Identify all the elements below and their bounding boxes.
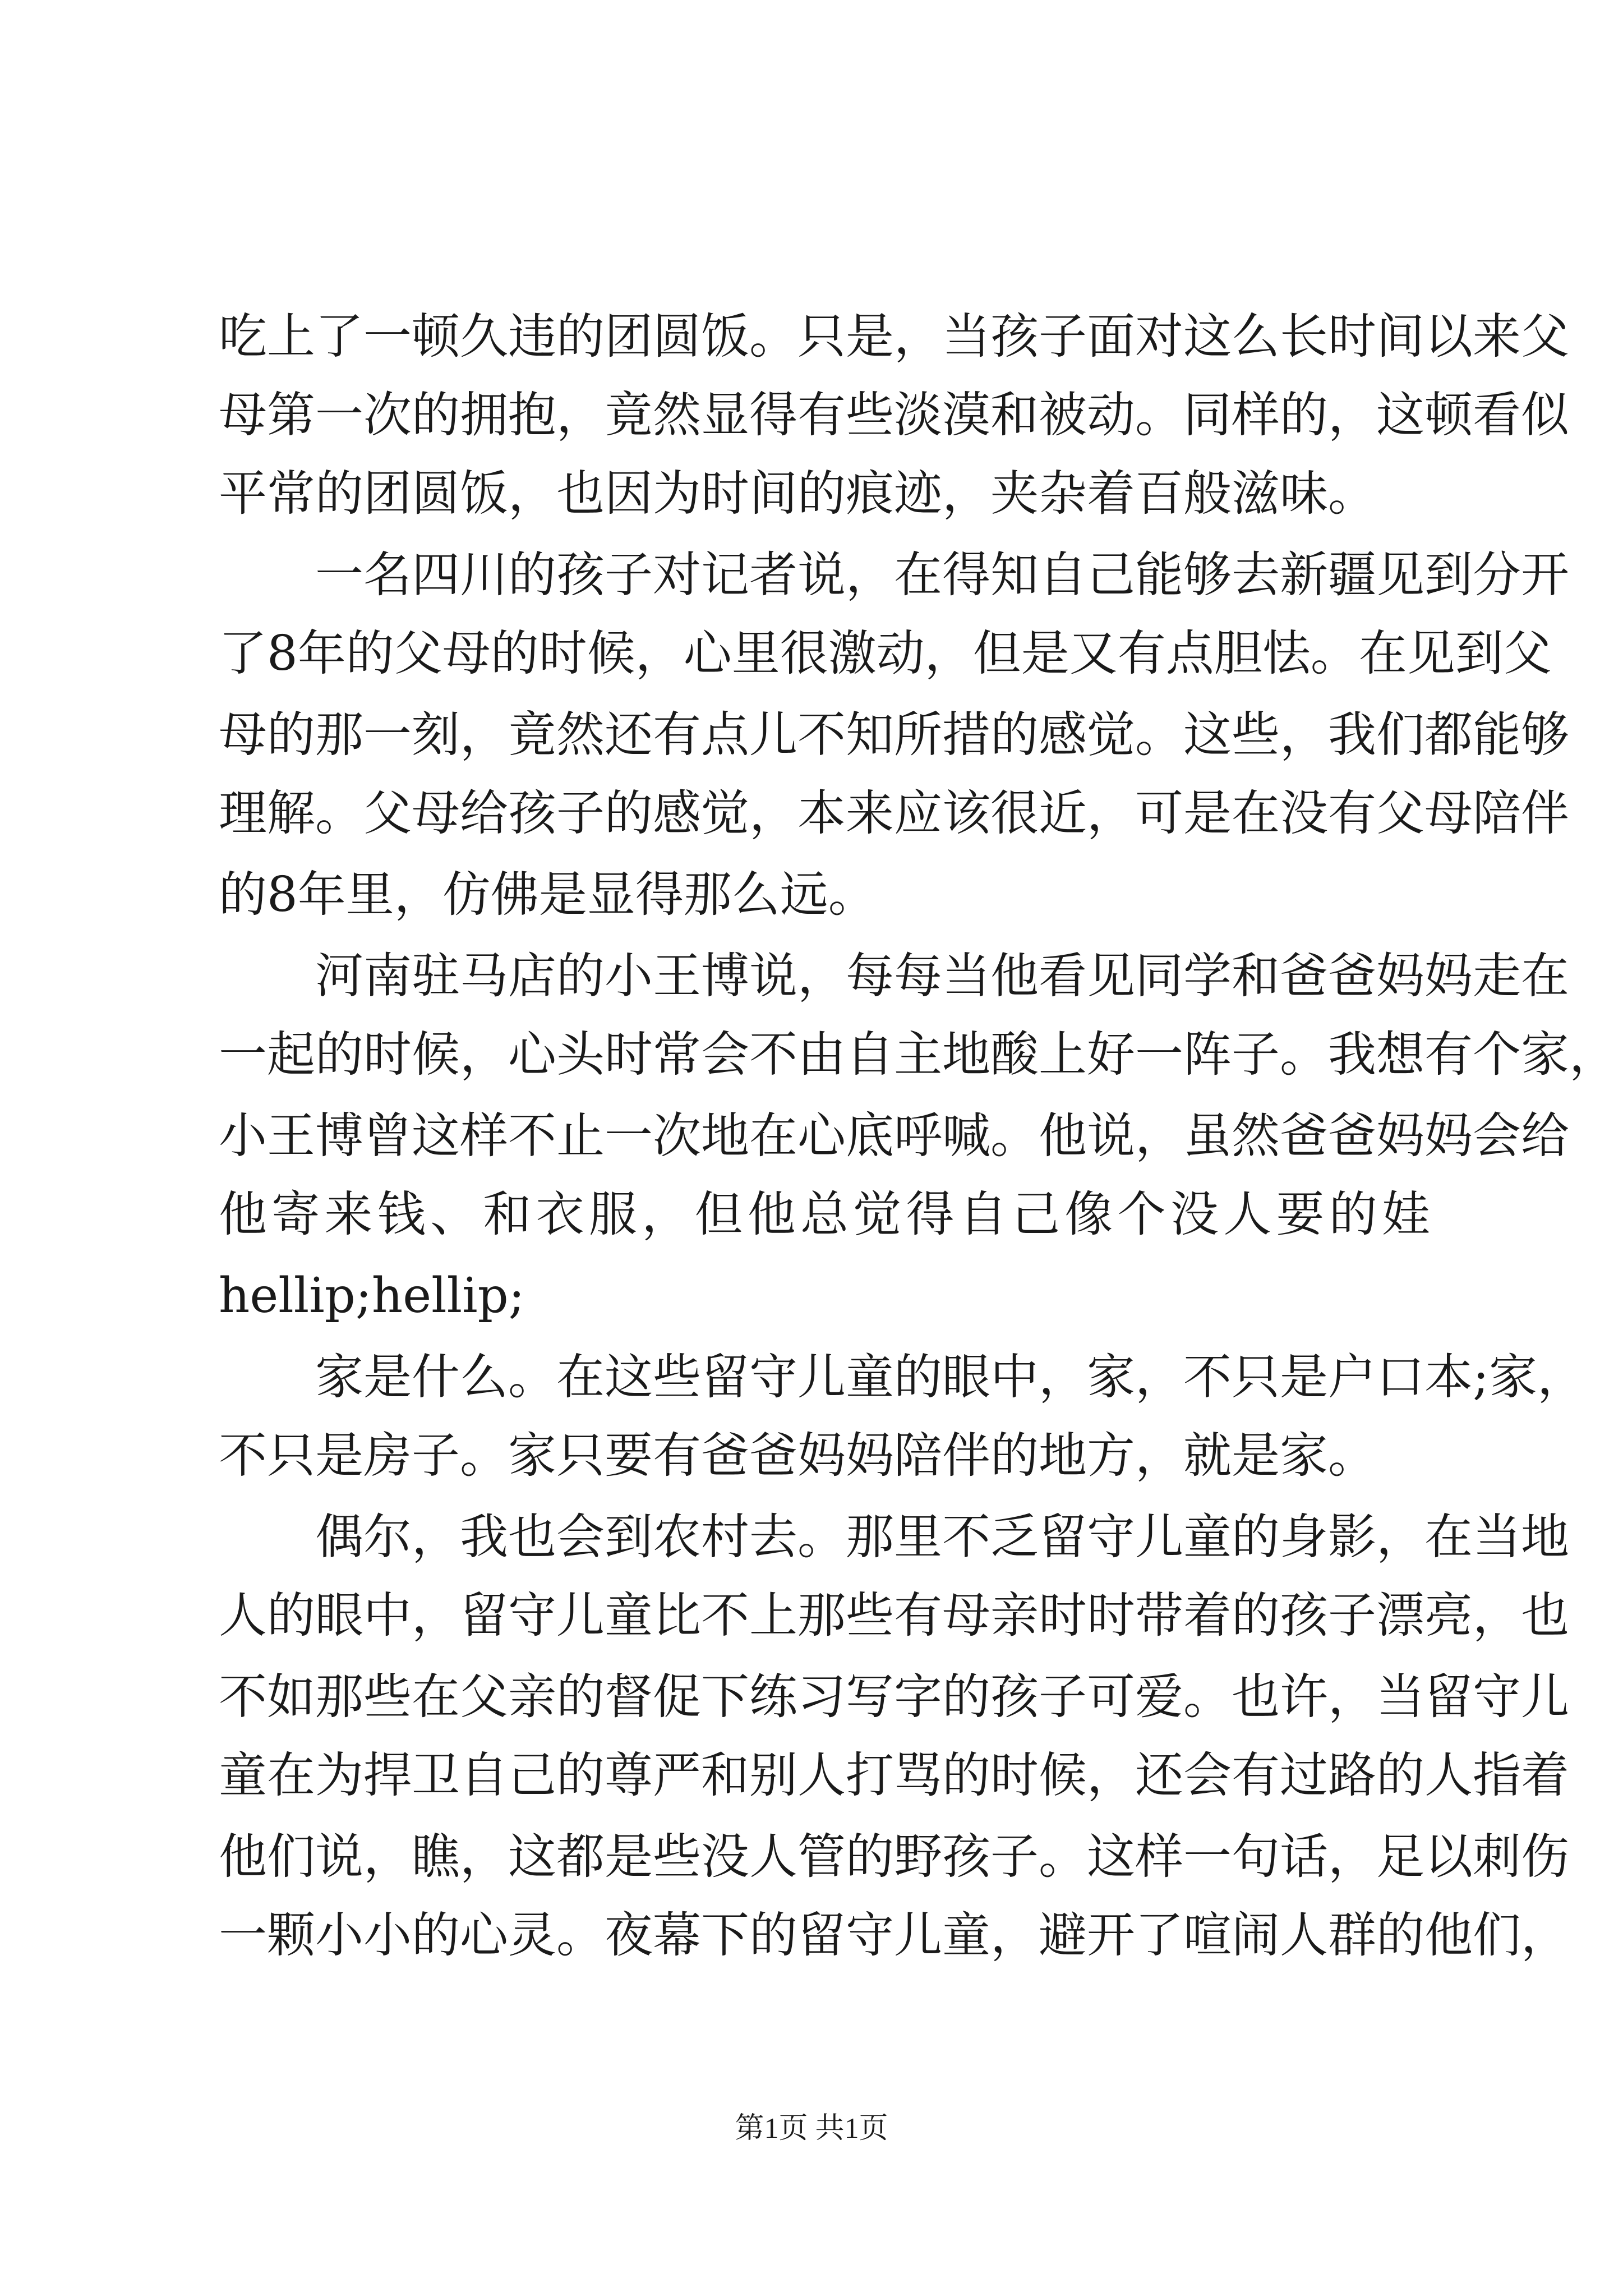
body-line-10: 一起的时候，心头时常会不由自主地酸上好一阵子。我想有个家， — [219, 1027, 1617, 1083]
body-line-6: 母的那一刻，竟然还有点儿不知所措的感觉。这些，我们都能够 — [219, 707, 1569, 763]
body-line-8: 的8年里，仿佛是显得那么远。 — [219, 867, 877, 923]
body-line-13: hellip;hellip; — [219, 1268, 525, 1324]
body-line-9: 河南驻马店的小王博说，每每当他看见同学和爸爸妈妈走在 — [219, 948, 1569, 1004]
body-line-18: 不如那些在父亲的督促下练习写字的孩子可爱。也许，当留守儿 — [219, 1669, 1569, 1725]
body-line-21: 一颗小小的心灵。夜幕下的留守儿童，避开了喧闹人群的他们， — [219, 1907, 1569, 1963]
body-line-14: 家是什么。在这些留守儿童的眼中，家，不只是户口本;家， — [219, 1349, 1585, 1405]
body-line-3: 平常的团圆饭，也因为时间的痕迹，夹杂着百般滋味。 — [219, 466, 1376, 522]
body-line-7: 理解。父母给孩子的感觉，本来应该很近，可是在没有父母陪伴 — [219, 785, 1569, 841]
body-line-15: 不只是房子。家只要有爸爸妈妈陪伴的地方，就是家。 — [219, 1428, 1376, 1484]
body-line-1: 吃上了一顿久违的团圆饭。只是，当孩子面对这么长时间以来父 — [219, 309, 1569, 365]
page-footer: 第1页 共1页 — [735, 2113, 888, 2145]
body-line-17: 人的眼中，留守儿童比不上那些有母亲时时带着的孩子漂亮，也 — [219, 1588, 1569, 1644]
body-line-5: 了8年的父母的时候，心里很激动，但是又有点胆怯。在见到父 — [219, 625, 1552, 682]
body-line-11: 小王博曾这样不止一次地在心底呼喊。他说，虽然爸爸妈妈会给 — [219, 1108, 1569, 1164]
body-line-16: 偶尔，我也会到农村去。那里不乏留守儿童的身影，在当地 — [219, 1509, 1569, 1565]
body-line-2: 母第一次的拥抱，竟然显得有些淡漠和被动。同样的，这顿看似 — [219, 387, 1569, 443]
body-line-4: 一名四川的孩子对记者说，在得知自己能够去新疆见到分开 — [219, 547, 1569, 603]
body-line-20: 他们说，瞧，这都是些没人管的野孩子。这样一句话，足以刺伤 — [219, 1829, 1569, 1885]
body-line-19: 童在为捍卫自己的尊严和别人打骂的时候，还会有过路的人指着 — [219, 1747, 1569, 1803]
body-line-12: 他寄来钱、和衣服，但他总觉得自己像个没人要的娃 — [219, 1186, 1430, 1243]
